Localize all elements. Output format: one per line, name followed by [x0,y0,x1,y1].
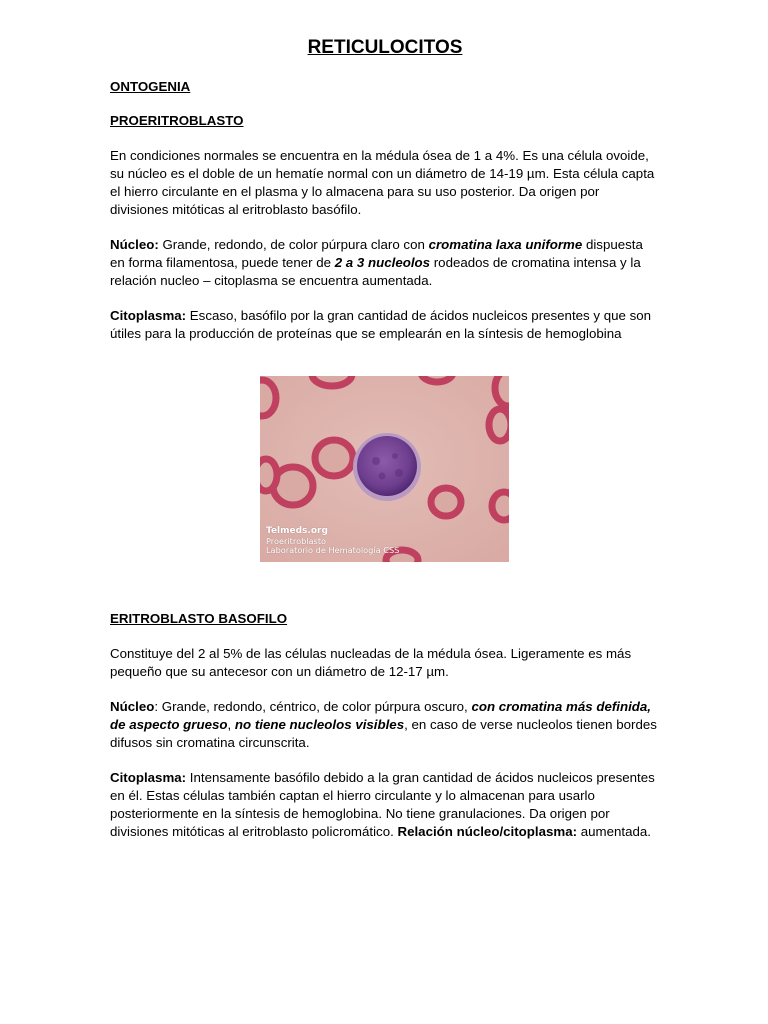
nucleo-text-2: dispuesta en forma filamentosa, puede tener de [110,237,643,270]
section-eritroblasto-basofilo [110,610,660,841]
citoplasma-label: Citoplasma: [110,308,187,323]
nucleo-label: Núcleo: [110,237,159,252]
heading-ontogenia: ONTOGENIA [110,79,191,94]
caption-lab: Laboratorio de Hematología CSS [266,544,400,555]
citoplasma-text: Intensamente basófilo debido a la gran cantidad de ácidos nucleicos presentes en él. Estas células también captan el hierro circulante y lo almacenan para usarlo posteriormente en la síntesis de hemoglobina. No tiene granulaciones. Da origen por divisiones mitóticas al eritroblasto policromático. [110,770,655,839]
document-title: RETICULOCITOS [307,37,463,58]
nucleo-text-1: Grande, redondo, de color púrpura claro con [158,237,429,252]
nucleo-emphasis-1: cromatina laxa uniforme [428,237,583,252]
document-page [110,36,660,343]
nucleo-text-3: rodeados de cromatina intensa y la relación nucleo – citoplasma se encuentra aumentada. [110,255,641,288]
caption-source: Telmeds.org [266,526,328,537]
nucleo-emphasis-1: con cromatina más definida, de aspecto grueso [110,699,651,732]
nucleo-text-3: , en caso de verse nucleolos tienen bordes difusos sin cromatina circunscrita. [110,717,657,750]
eritroblasto-citoplasma [110,769,660,841]
nucleo-label: Núcleo [110,699,155,714]
proeritroblasto-citoplasma [110,307,660,343]
heading-proeritroblasto: PROERITROBLASTO [110,113,244,128]
heading-eritroblasto-basofilo: ERITROBLASTO BASOFILO [110,611,288,626]
relacion-label: Relación núcleo/citoplasma: [397,824,578,839]
proeritroblasto-nucleo [110,236,660,290]
eritroblasto-nucleo [110,698,660,752]
nucleo-emphasis-2: no tiene nucleolos visibles [234,717,405,732]
nucleo-text-1: : Grande, redondo, céntrico, de color púrpura oscuro, [154,699,472,714]
nucleo-text-2: , [227,717,235,732]
relacion-text: aumentada. [577,824,651,839]
nucleo-emphasis-2: 2 a 3 nucleolos [334,255,431,270]
citoplasma-text: Escaso, basófilo por la gran cantidad de ácidos nucleicos presentes y que son útiles para la producción de proteínas que se emplearán en la síntesis de hemoglobina [110,308,652,341]
micrograph-caption [266,527,399,555]
caption-cell-name: Proeritroblasto [266,535,327,546]
citoplasma-label: Citoplasma: [110,770,187,785]
proeritroblasto-micrograph [260,376,509,562]
proeritroblasto-intro: En condiciones normales se encuentra en la médula ósea de 1 a 4%. Es una célula ovoide, su núcleo es el doble de un hematíe normal con un diámetro de 14-19 µm. Esta célula capta el hierro circulante en el plasma y lo almacena para su uso posterior. Da origen por divisiones mitóticas al eritroblasto basófilo. [110,148,655,217]
eritroblasto-intro: Constituye del 2 al 5% de las células nucleadas de la médula ósea. Ligeramente es más pequeño que su antecesor con un diámetro de 12-17 µm. [110,646,632,679]
